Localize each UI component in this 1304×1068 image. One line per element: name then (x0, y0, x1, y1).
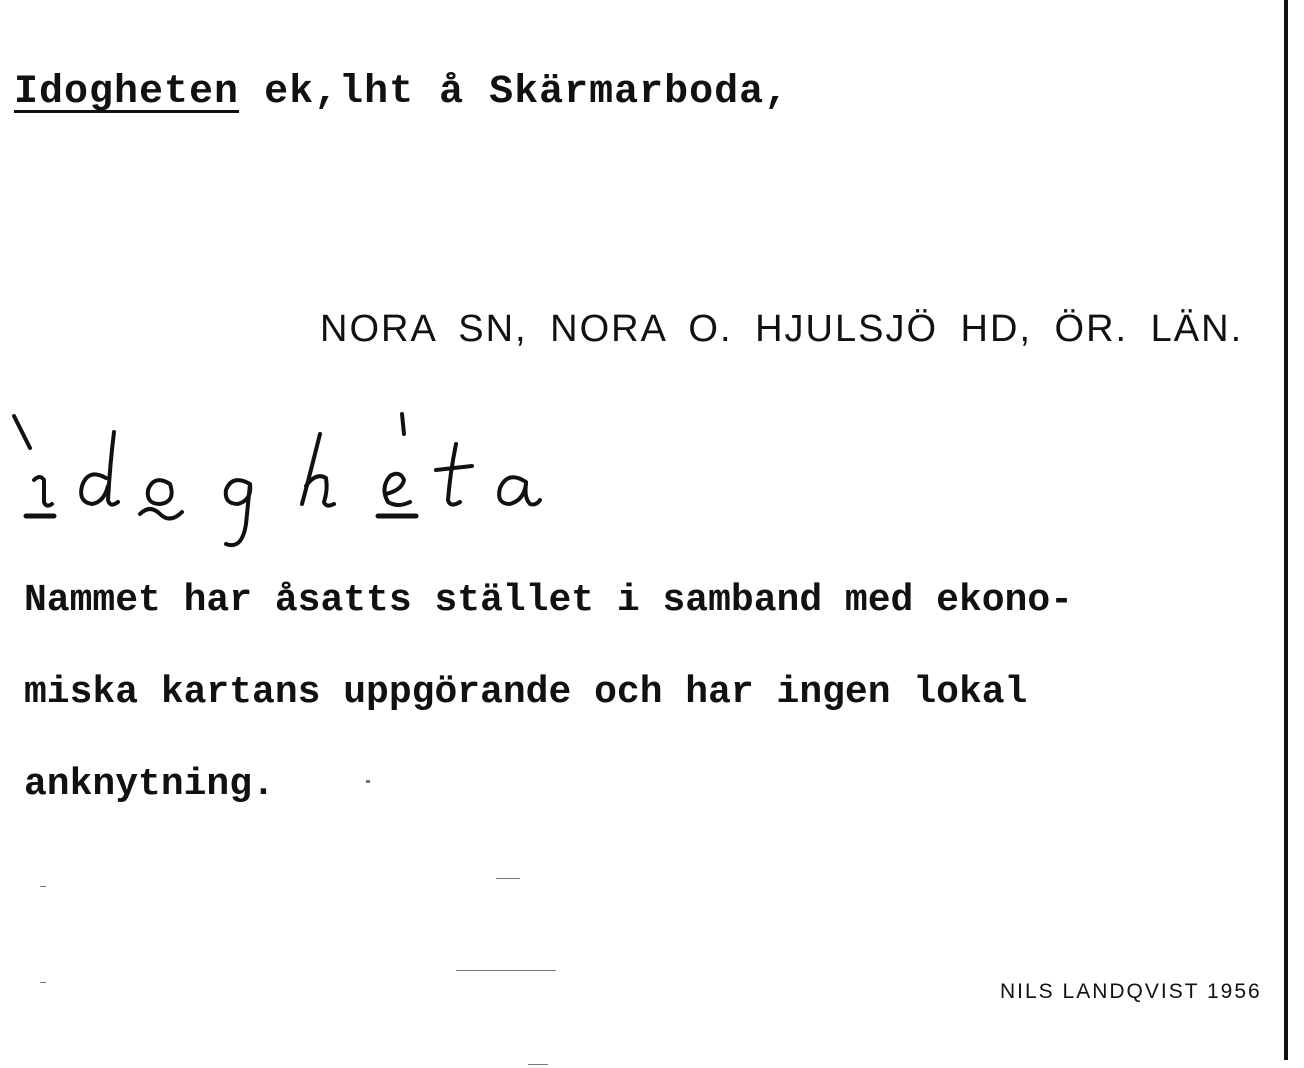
scan-speck (366, 780, 370, 783)
headword: Idogheten (14, 70, 240, 115)
pronunciation-drawing (10, 404, 570, 554)
scan-speck (40, 886, 46, 887)
body-line: anknytning. (24, 763, 275, 806)
headword-line (14, 70, 789, 115)
signature: NILS LANDQVIST 1956 (1000, 980, 1262, 1003)
card-body-text (24, 555, 1244, 831)
scan-speck (456, 970, 556, 971)
body-line: miska kartans uppgörande och har ingen lokal (24, 671, 1028, 714)
location-line: NORA SN, NORA O. HJULSJÖ HD, ÖR. LÄN. (320, 308, 1244, 350)
card-edge-line (1284, 0, 1288, 1060)
scan-speck (528, 1064, 548, 1065)
headword-description: ek,lht å Skärmarboda, (264, 70, 790, 115)
body-line: Nammet har åsatts stället i samband med ekono- (24, 579, 1073, 622)
scan-speck (40, 982, 46, 983)
scan-speck (496, 878, 520, 879)
pronunciation-handwritten (10, 404, 570, 554)
